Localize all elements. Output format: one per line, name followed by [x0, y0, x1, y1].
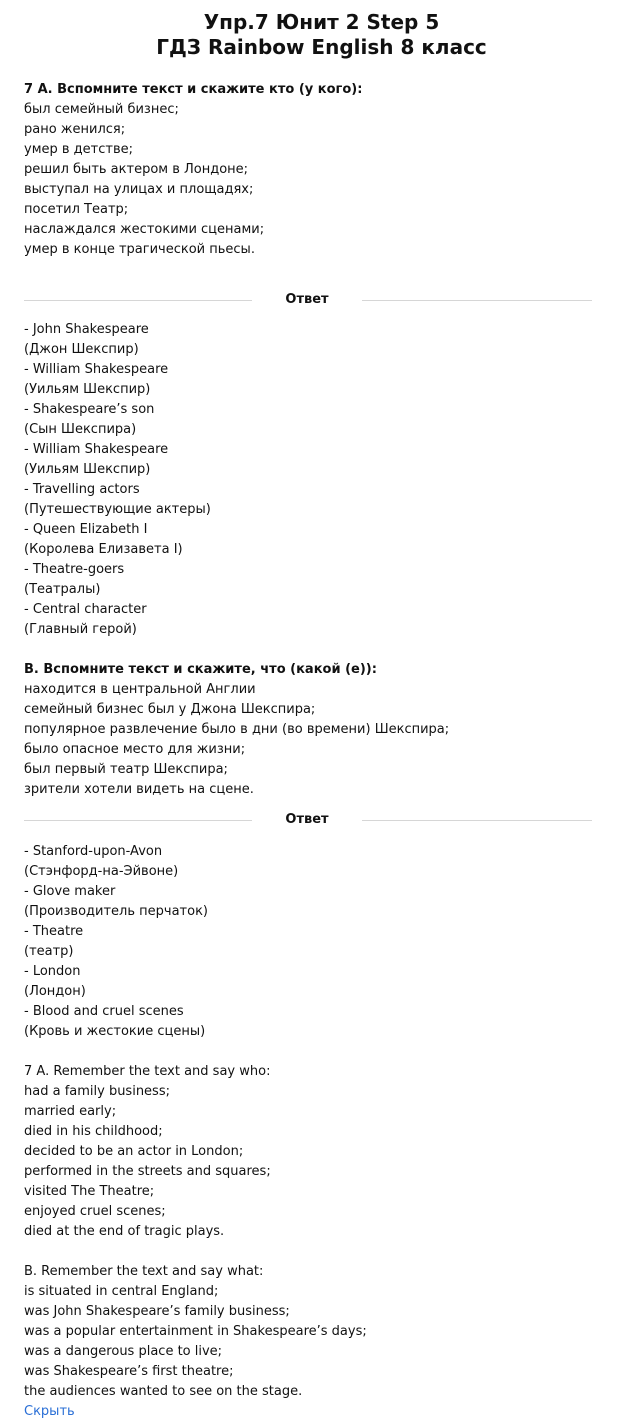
task-line: married early;	[24, 1104, 117, 1119]
answer-line: (Театралы)	[24, 582, 101, 597]
task-line: was a dangerous place to live;	[24, 1344, 223, 1359]
task-line: рано женился;	[24, 122, 126, 137]
task-line: посетил Театр;	[24, 202, 129, 217]
task-line: performed in the streets and squares;	[24, 1164, 271, 1179]
answer-line: - Theatre-goers	[24, 562, 125, 577]
answer-line: (Сын Шекспира)	[24, 422, 137, 437]
task-line: был первый театр Шекспира;	[24, 762, 228, 777]
task-line: died at the end of tragic plays.	[24, 1224, 225, 1239]
task-line: находится в центральной Англии	[24, 682, 256, 697]
answer-line: (Стэнфорд-на-Эйвоне)	[24, 864, 179, 879]
task-line: visited The Theatre;	[24, 1184, 155, 1199]
page-title	[0, 10, 643, 60]
section-b-heading: B. Вспомните текст и скажите, что (какой (е)):	[24, 662, 377, 677]
task-line: died in his childhood;	[24, 1124, 163, 1139]
answer-line: (Уильям Шекспир)	[24, 382, 151, 397]
task-line: умер в конце трагической пьесы.	[24, 242, 255, 257]
answer-line: - Theatre	[24, 924, 84, 939]
task-line: было опасное место для жизни;	[24, 742, 246, 757]
task-line: популярное развлечение было в дни (во времени) Шекспира;	[24, 722, 450, 737]
answer-line: - Travelling actors	[24, 482, 140, 497]
task-line: decided to be an actor in London;	[24, 1144, 244, 1159]
answer-line: - Glove maker	[24, 884, 116, 899]
task-line: is situated in central England;	[24, 1284, 219, 1299]
task-line: the audiences wanted to see on the stage.	[24, 1384, 303, 1399]
hide-link[interactable]: Скрыть	[24, 1404, 75, 1419]
answer-line: (Кровь и жестокие сцены)	[24, 1024, 206, 1039]
answer-label: Ответ	[285, 292, 329, 307]
task-line: enjoyed cruel scenes;	[24, 1204, 166, 1219]
answer-line: (театр)	[24, 944, 74, 959]
answer-line: - Queen Elizabeth I	[24, 522, 148, 537]
answer-line: (Королева Елизавета I)	[24, 542, 183, 557]
english-a-task	[24, 1062, 624, 1242]
section-b-task	[24, 660, 624, 800]
title-line-2: ГДЗ Rainbow English 8 класс	[156, 35, 487, 59]
divider-rule-right	[362, 300, 592, 301]
divider-rule-left	[24, 300, 252, 301]
task-line: был семейный бизнес;	[24, 102, 179, 117]
answer-line: - Stanford-upon-Avon	[24, 844, 163, 859]
section-a-heading: 7 А. Вспомните текст и скажите кто (у кого):	[24, 82, 363, 97]
task-line: was a popular entertainment in Shakespeare’s days;	[24, 1324, 367, 1339]
divider-rule-right	[362, 820, 592, 821]
answer-line: - Central character	[24, 602, 147, 617]
task-line: наслаждался жестокими сценами;	[24, 222, 265, 237]
english-b-heading: B. Remember the text and say what:	[24, 1264, 264, 1279]
answer-label: Ответ	[285, 812, 329, 827]
task-line: was Shakespeare’s first theatre;	[24, 1364, 234, 1379]
title-line-1: Упр.7 Юнит 2 Step 5	[203, 10, 440, 34]
answer-b-list	[24, 842, 624, 1042]
task-line: умер в детстве;	[24, 142, 133, 157]
task-line: зрители хотели видеть на сцене.	[24, 782, 254, 797]
answer-line: (Путешествующие актеры)	[24, 502, 211, 517]
answer-line: (Джон Шекспир)	[24, 342, 139, 357]
answer-divider-a	[24, 290, 592, 310]
answer-line: - William Shakespeare	[24, 442, 169, 457]
answer-line: - Blood and cruel scenes	[24, 1004, 184, 1019]
answer-a-list	[24, 320, 624, 640]
answer-line: (Производитель перчаток)	[24, 904, 208, 919]
task-line: решил быть актером в Лондоне;	[24, 162, 249, 177]
english-a-heading: 7 A. Remember the text and say who:	[24, 1064, 271, 1079]
answer-line: - John Shakespeare	[24, 322, 149, 337]
task-line: выступал на улицах и площадях;	[24, 182, 254, 197]
answer-line: (Лондон)	[24, 984, 86, 999]
answer-line: (Уильям Шекспир)	[24, 462, 151, 477]
english-b-task	[24, 1262, 624, 1402]
section-a-task	[24, 80, 624, 260]
answer-divider-b	[24, 810, 592, 830]
task-line: was John Shakespeare’s family business;	[24, 1304, 290, 1319]
task-line: семейный бизнес был у Джона Шекспира;	[24, 702, 316, 717]
answer-line: (Главный герой)	[24, 622, 137, 637]
answer-line: - Shakespeare’s son	[24, 402, 155, 417]
divider-rule-left	[24, 820, 252, 821]
answer-line: - London	[24, 964, 81, 979]
answer-line: - William Shakespeare	[24, 362, 169, 377]
task-line: had a family business;	[24, 1084, 170, 1099]
